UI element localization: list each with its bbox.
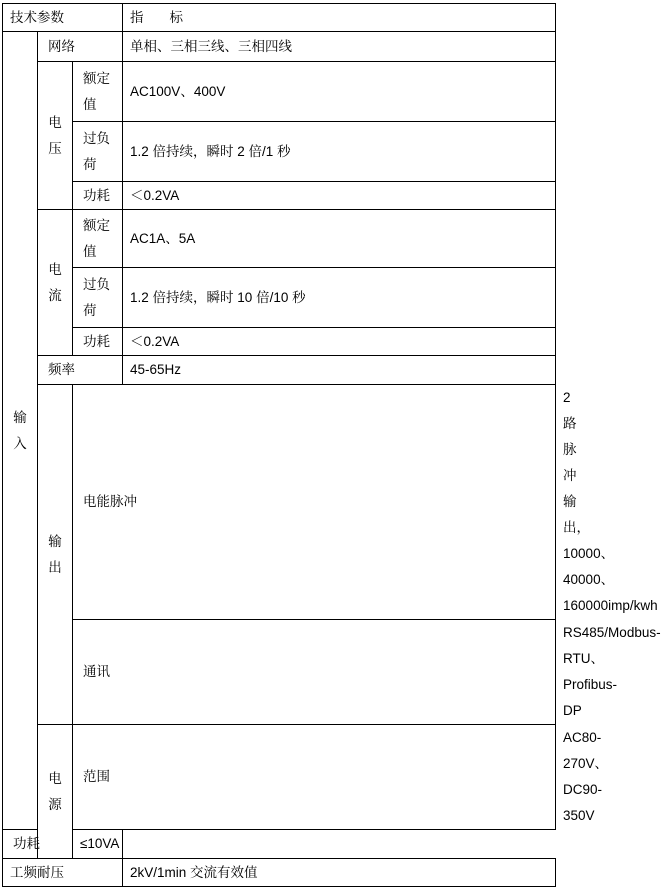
withstand-row: [3, 859, 556, 887]
current-power-label: 功耗: [73, 328, 123, 356]
input-label-2: 入: [13, 435, 27, 451]
network-label: 网络: [38, 32, 123, 62]
current-rated-row: [3, 210, 556, 268]
network-row: [3, 32, 556, 62]
voltage-power-row: [3, 182, 556, 210]
current-rated-label-2: 值: [83, 243, 97, 259]
supply-consumption-row: [3, 830, 556, 859]
supply-range-label: 范围: [73, 725, 556, 830]
pulse-row: 输 出 电能脉冲 2 路脉冲输出，10000、40000、160000imp/kwh: [3, 385, 556, 620]
spec-table: [2, 3, 661, 887]
voltage-overload-label: [73, 122, 123, 182]
voltage-label-1: 电: [48, 114, 62, 130]
network-value: 单相、三相三线、三相四线: [123, 32, 556, 62]
voltage-overload-label-1: 过负: [83, 130, 110, 146]
current-rated-label: [73, 210, 123, 268]
current-rated-label-1: 额定: [83, 217, 110, 233]
current-rated-value: AC1A、5A: [123, 210, 556, 268]
supply-label-2: 源: [48, 796, 62, 812]
voltage-rated-label: [73, 62, 123, 122]
comm-row: 通讯 RS485/Modbus-RTU、Profibus-DP: [3, 620, 556, 725]
header-indicator-b: 标: [169, 9, 184, 25]
current-overload-label-2: 荷: [83, 302, 97, 318]
voltage-overload-label-2: 荷: [83, 156, 97, 172]
comm-label: 通讯: [73, 620, 556, 725]
frequency-label: 频率: [38, 356, 123, 385]
voltage-power-label: 功耗: [73, 182, 123, 210]
current-overload-label-1: 过负: [83, 276, 110, 292]
voltage-power-value: ＜0.2VA: [123, 182, 556, 210]
header-param: 技术参数: [3, 4, 123, 32]
supply-consumption-label: 功耗: [3, 830, 73, 859]
current-overload-row: [3, 268, 556, 328]
input-label-1: 输: [13, 409, 27, 425]
input-label: [3, 32, 38, 830]
pulse-label: 电能脉冲: [73, 385, 556, 620]
voltage-overload-row: [3, 122, 556, 182]
current-overload-value: 1.2 倍持续，瞬时 10 倍/10 秒: [123, 268, 556, 328]
withstand-label: 工频耐压: [3, 859, 123, 887]
current-label-1: 电: [48, 261, 62, 277]
voltage-overload-value: 1.2 倍持续，瞬时 2 倍/1 秒: [123, 122, 556, 182]
supply-range-row: 电 源 范围 AC80-270V、DC90-350V: [3, 725, 556, 830]
output-label-1: 输: [48, 533, 62, 549]
header-row: [3, 4, 556, 32]
supply-label-1: 电: [48, 770, 62, 786]
current-overload-label: [73, 268, 123, 328]
header-indicator: [123, 4, 556, 32]
frequency-row: [3, 356, 556, 385]
header-indicator-a: 指: [130, 9, 144, 25]
voltage-rated-value: AC100V、400V: [123, 62, 556, 122]
voltage-rated-row: [3, 62, 556, 122]
voltage-rated-label-2: 值: [83, 96, 97, 112]
voltage-rated-label-1: 额定: [83, 70, 110, 86]
current-label: [38, 210, 73, 356]
output-label-2: 出: [48, 559, 62, 575]
voltage-label-2: 压: [48, 140, 62, 156]
supply-consumption-value: ≤10VA: [73, 830, 123, 859]
voltage-label: [38, 62, 73, 210]
withstand-value: 2kV/1min 交流有效值: [123, 859, 556, 887]
output-label: [38, 385, 73, 725]
current-power-row: [3, 328, 556, 356]
frequency-value: 45-65Hz: [123, 356, 556, 385]
current-label-2: 流: [48, 287, 62, 303]
current-power-value: ＜0.2VA: [123, 328, 556, 356]
